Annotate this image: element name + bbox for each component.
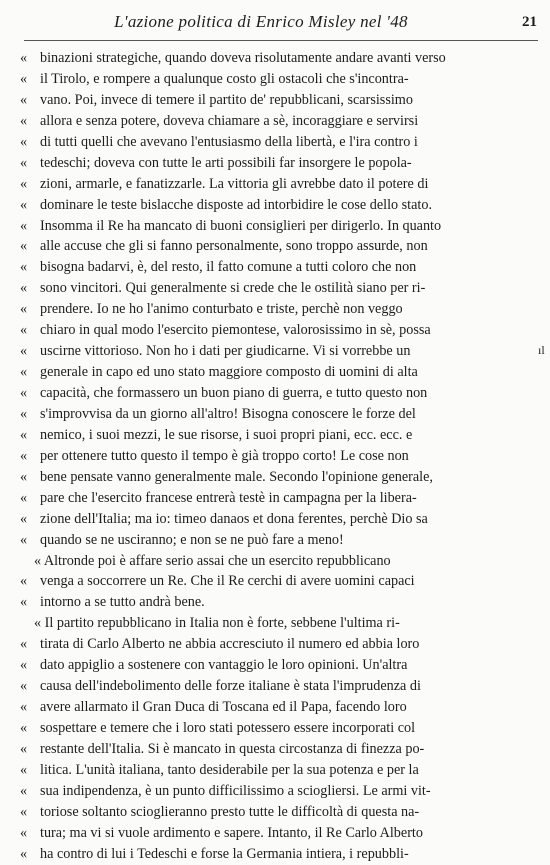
line-text: binazioni strategiche, quando doveva risolutamente andare avanti verso xyxy=(40,50,446,66)
line-text: il Tirolo, e rompere a qualunque costo gli ostacoli che s'incontra- xyxy=(40,70,409,87)
text-line xyxy=(20,320,540,341)
quote-mark: « xyxy=(20,845,28,862)
line-text: « Il partito repubblicano in Italia non è forte, sebbene l'ultima ri- xyxy=(34,615,400,632)
line-text: sua indipendenza, è un punto difficilissimo a sciogliersi. Le armi vit- xyxy=(40,782,431,799)
text-line xyxy=(20,802,540,823)
text-line xyxy=(20,446,540,467)
quote-mark: « xyxy=(20,489,28,506)
text-line xyxy=(20,153,540,174)
line-text: sono vincitori. Qui generalmente si crede che le ostilità siano per ri- xyxy=(40,280,426,297)
line-text: causa dell'indebolimento delle forze italiane è stata l'imprudenza di xyxy=(40,678,421,695)
text-line xyxy=(20,236,540,257)
line-text: tura; ma vi si vuole ardimento e sapere. Intanto, il Re Carlo Alberto xyxy=(40,824,423,841)
line-text: quando se ne usciranno; e non se ne può fare a meno! xyxy=(40,531,344,548)
text-line xyxy=(20,299,540,320)
text-line xyxy=(20,69,540,90)
quote-mark: « xyxy=(20,803,28,820)
line-text: venga a soccorrere un Re. Che il Re cerchi di avere uomini capaci xyxy=(40,573,415,590)
line-text: dominare le teste bislacche disposte ad intorbidire le cose dello stato. xyxy=(40,196,433,213)
quote-mark: « xyxy=(20,636,28,653)
quote-mark: « xyxy=(20,154,28,171)
quote-mark: « xyxy=(20,573,28,590)
quote-mark: « xyxy=(20,196,28,213)
line-text: nemico, i suoi mezzi, le sue risorse, i suoi propri piani, ecc. ecc. e xyxy=(40,426,413,443)
text-line xyxy=(20,488,540,509)
line-text: prendere. Io ne ho l'animo conturbato e triste, perchè non veggo xyxy=(40,301,403,318)
line-text: chiaro in qual modo l'esercito piemontese, valorosissimo in sè, possa xyxy=(40,322,431,339)
quote-mark: « xyxy=(20,280,28,297)
line-text: uscirne vittorioso. Non ho i dati per giudicarne. Vi si vorrebbe un xyxy=(40,343,411,360)
text-line xyxy=(20,278,540,299)
quote-mark: « xyxy=(20,322,28,339)
quote-mark: « xyxy=(20,824,28,841)
line-text: alle accuse che gli si fanno personalmente, sono troppo assurde, non xyxy=(40,238,428,255)
line-text: toriose soltanto scioglieranno presto tutte le difficoltà di questa na- xyxy=(40,803,420,820)
line-text: per ottenere tutto questo il tempo è già troppo corto! Le cose non xyxy=(40,447,409,464)
text-line xyxy=(20,48,540,69)
body-text xyxy=(20,48,540,865)
quote-mark: « xyxy=(20,364,28,381)
text-line xyxy=(20,844,540,865)
line-text: s'improvvisa da un giorno all'altro! Bisogna conoscere le forze del xyxy=(40,405,416,422)
text-line xyxy=(20,257,540,278)
text-line xyxy=(20,111,540,132)
line-text: zioni, armarle, e fanatizzarle. La vittoria gli avrebbe dato il potere di xyxy=(40,175,429,192)
text-line xyxy=(20,760,540,781)
quote-mark: « xyxy=(20,594,28,611)
text-line xyxy=(20,132,540,153)
quote-mark: « xyxy=(20,720,28,736)
text-line xyxy=(20,341,540,362)
text-line xyxy=(20,362,540,383)
line-text: sospettare e temere che i loro stati potessero essere incorporati col xyxy=(40,720,416,736)
quote-mark: « xyxy=(20,175,28,192)
line-text: capacità, che formassero un buon piano di guerra, e tutto questo non xyxy=(40,385,428,401)
line-text: bene pensate vanno generalmente male. Secondo l'opinione generale, xyxy=(40,468,433,485)
running-title: L'azione politica di Enrico Misley nel '48 xyxy=(114,12,408,31)
quote-mark: « xyxy=(20,238,28,255)
line-text: restante dell'Italia. Si è mancato in questa circostanza di finezza po- xyxy=(40,740,425,757)
text-line xyxy=(20,718,540,739)
quote-mark: « xyxy=(20,91,28,108)
text-line xyxy=(20,90,540,111)
text-line xyxy=(20,174,540,195)
line-text: vano. Poi, invece di temere il partito de' repubblicani, scarsissimo xyxy=(40,91,413,108)
quote-mark: « xyxy=(20,133,28,150)
quote-mark: « xyxy=(20,447,28,464)
quote-mark: « xyxy=(20,510,28,527)
line-text: zione dell'Italia; ma io: timeo danaos et dona ferentes, perchè Dio sa xyxy=(40,510,428,527)
text-line xyxy=(20,467,540,488)
page-number: 21 xyxy=(522,14,537,30)
quote-mark: « xyxy=(20,259,28,276)
text-line xyxy=(20,216,540,237)
line-text: « Altronde poi è affare serio assai che un esercito repubblicano xyxy=(34,552,391,569)
quote-mark: « xyxy=(20,740,28,757)
line-text: Insomma il Re ha mancato di buoni consiglieri per dirigerlo. In quanto xyxy=(40,217,442,234)
line-text: bisogna badarvi, è, del resto, il fatto comune a tutti coloro che non xyxy=(40,259,417,276)
line-text: ha contro di lui i Tedeschi e forse la Germania intiera, i repubbli- xyxy=(40,845,409,862)
text-line xyxy=(20,571,540,592)
text-line xyxy=(20,425,540,446)
text-line xyxy=(20,551,540,572)
quote-mark: « xyxy=(20,217,28,234)
line-text: avere allarmato il Gran Duca di Toscana ed il Papa, facendo loro xyxy=(40,699,407,716)
header-rule xyxy=(24,40,538,41)
quote-mark: « xyxy=(20,426,28,443)
line-text: pare che l'esercito francese entrerà testè in campagna per la libera- xyxy=(40,489,417,506)
line-text: dato appiglio a sostenere con vantaggio le loro opinioni. Un'altra xyxy=(40,657,408,674)
text-line xyxy=(20,404,540,425)
text-line xyxy=(20,383,540,404)
quote-mark: « xyxy=(20,385,28,401)
quote-mark: « xyxy=(20,468,28,485)
text-line xyxy=(20,613,540,634)
line-text: allora e senza potere, doveva chiamare a sè, incoraggiare e servirsi xyxy=(40,112,419,129)
quote-mark: « xyxy=(20,112,28,129)
quote-mark: « xyxy=(20,301,28,318)
line-text: di tutti quelli che avevano l'entusiasmo della libertà, e l'ira contro i xyxy=(40,133,418,150)
quote-mark: « xyxy=(20,782,28,799)
text-line xyxy=(20,509,540,530)
text-line xyxy=(20,676,540,697)
line-text: tirata di Carlo Alberto ne abbia accresciuto il numero ed abbia loro xyxy=(40,636,420,653)
text-line xyxy=(20,530,540,551)
text-line xyxy=(20,655,540,676)
line-text: intorno a se tutto andrà bene. xyxy=(40,594,205,611)
text-line xyxy=(20,781,540,802)
text-line xyxy=(20,634,540,655)
line-text: generale in capo ed uno stato maggiore composto di uomini di alta xyxy=(40,364,418,381)
quote-mark: « xyxy=(20,657,28,674)
text-line xyxy=(20,739,540,760)
line-text: tedeschi; doveva con tutte le arti possibili far insorgere le popola- xyxy=(40,154,412,171)
quote-mark: « xyxy=(20,50,28,66)
quote-mark: « xyxy=(20,70,28,87)
quote-mark: « xyxy=(20,405,28,422)
quote-mark: « xyxy=(20,531,28,548)
text-line xyxy=(20,697,540,718)
quote-mark: « xyxy=(20,678,28,695)
quote-mark: « xyxy=(20,699,28,716)
text-line xyxy=(20,195,540,216)
margin-mark: ıl xyxy=(538,343,545,357)
quote-mark: « xyxy=(20,761,28,778)
quote-mark: « xyxy=(20,343,28,360)
line-text: litica. L'unità italiana, tanto desiderabile per la sua potenza e per la xyxy=(40,761,419,778)
text-line xyxy=(20,592,540,613)
